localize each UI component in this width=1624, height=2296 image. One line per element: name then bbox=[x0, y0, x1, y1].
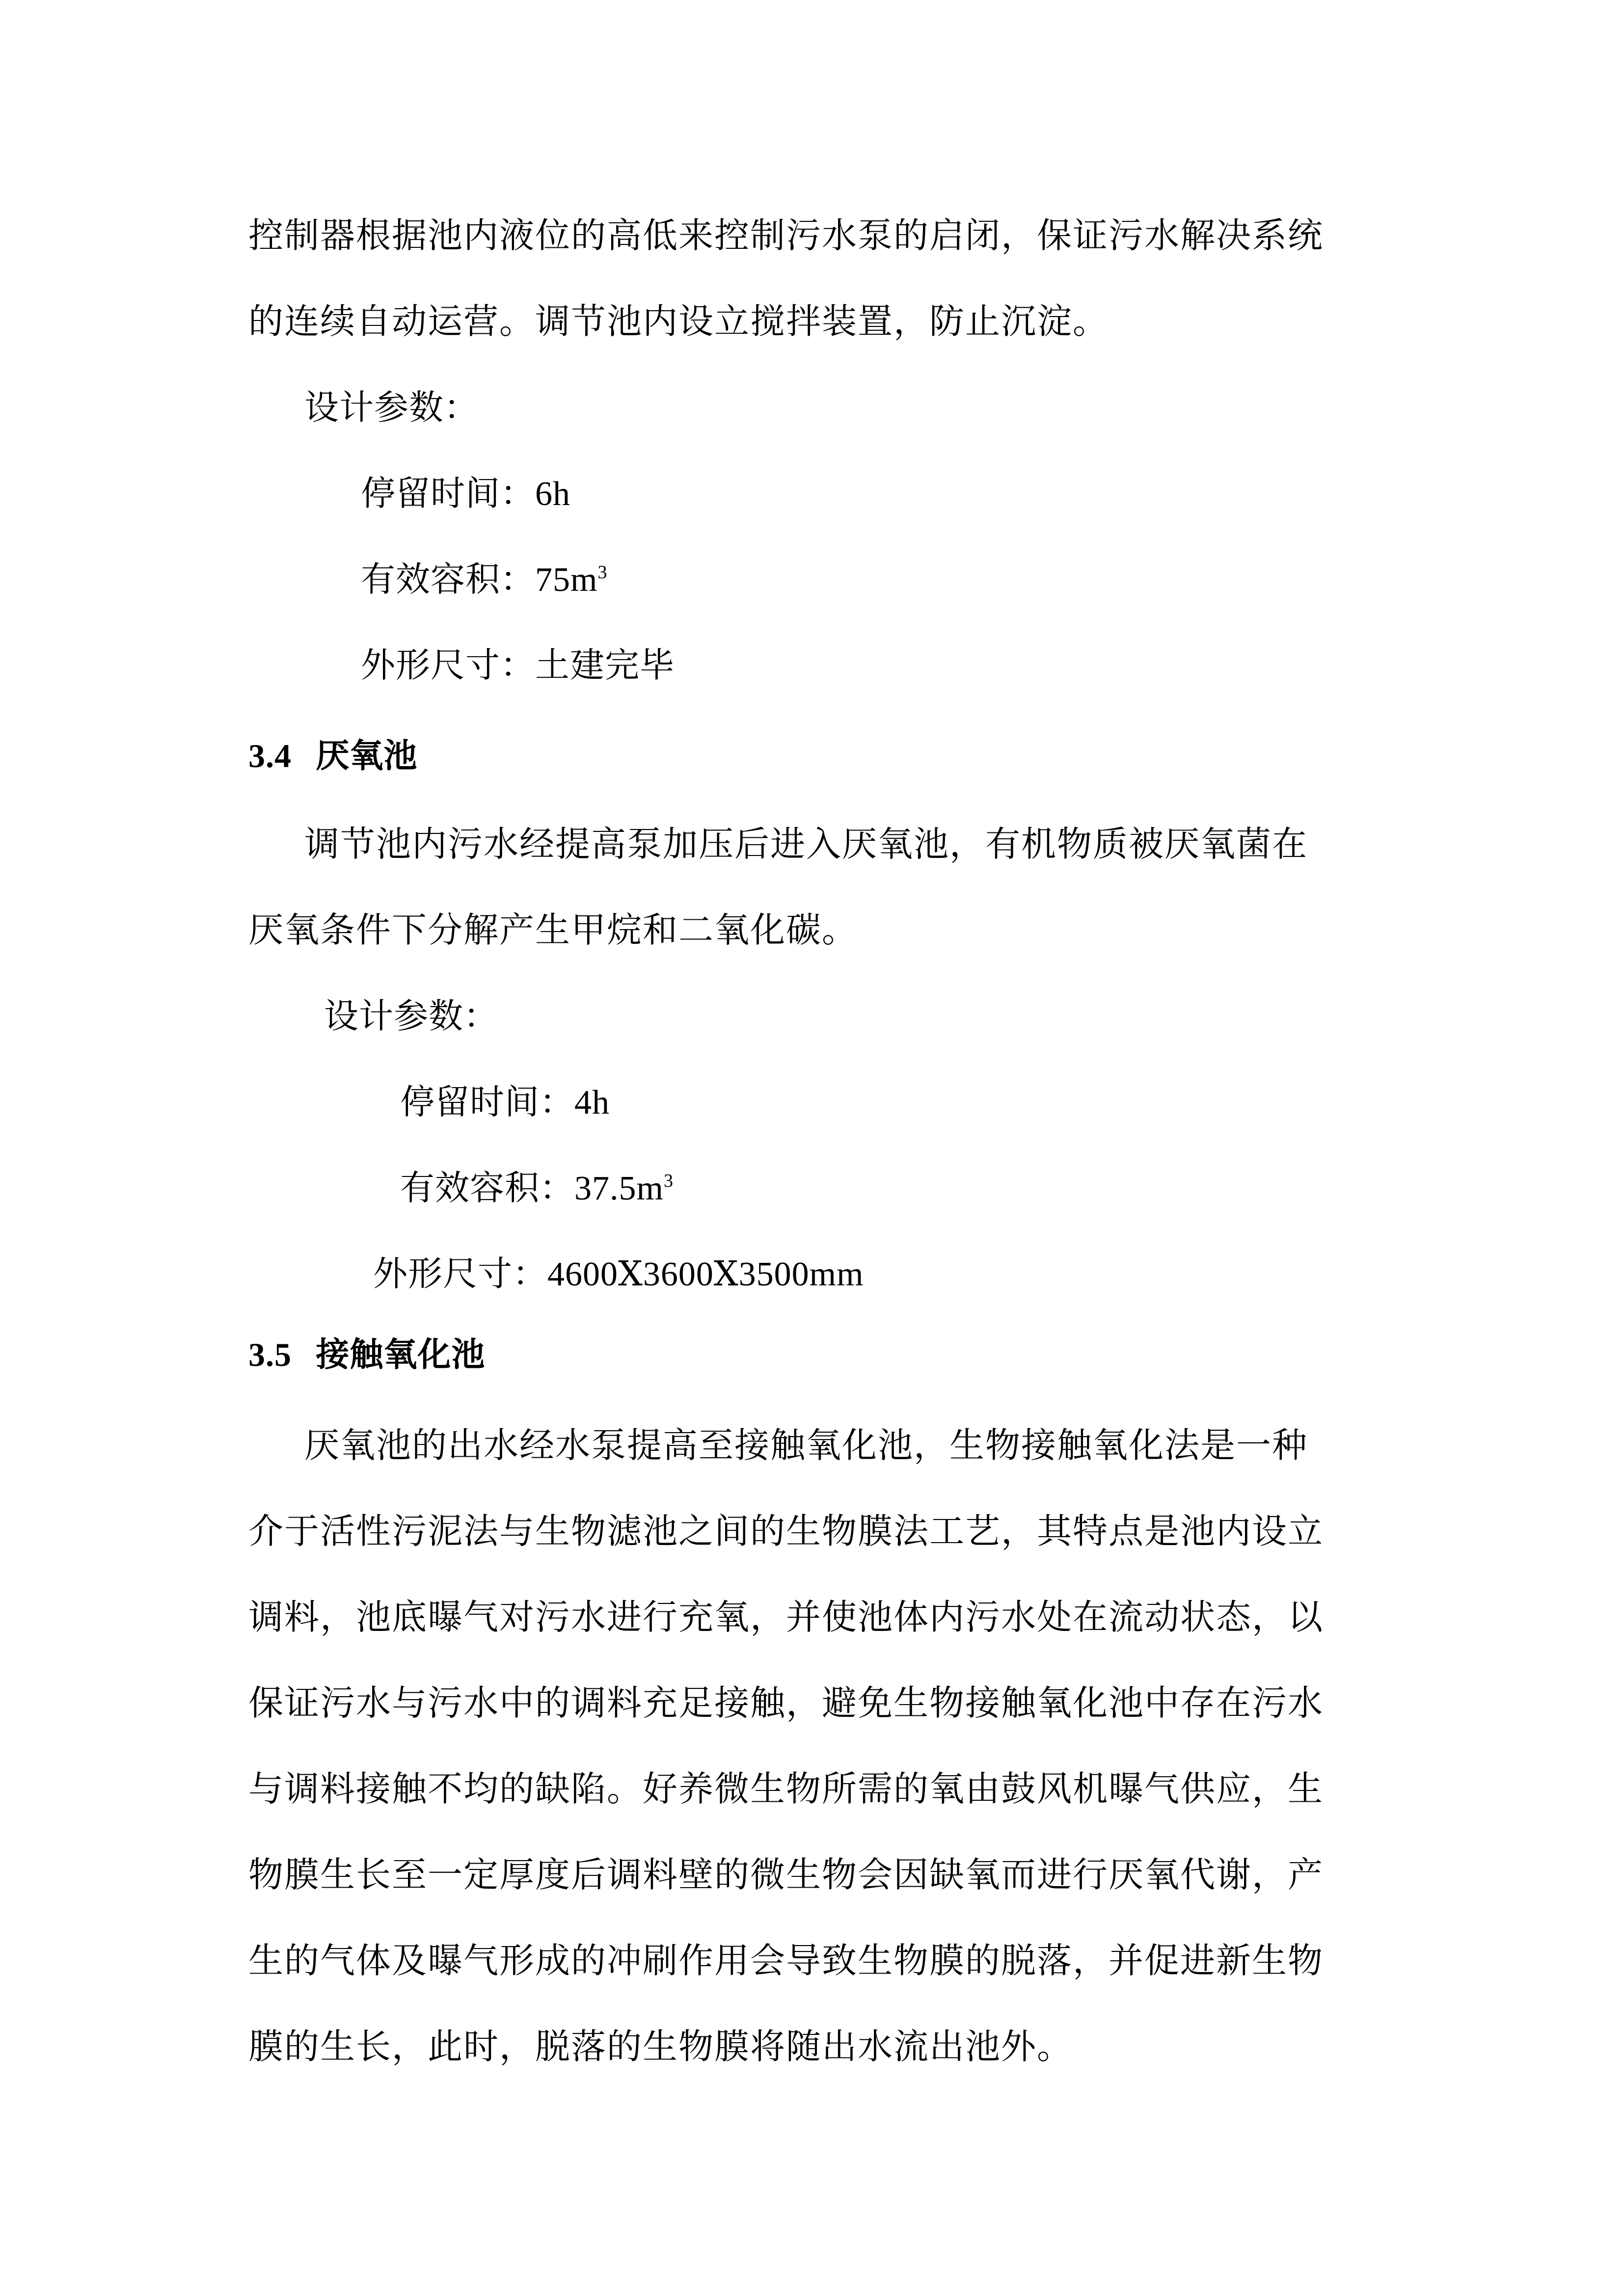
section-3-5-paragraph-line-4: 保证污水与污水中的调料充足接触，避免生物接触氧化池中存在污水 bbox=[248, 1682, 1324, 1723]
section-3-5-number: 3.5 bbox=[248, 1336, 292, 1373]
section-3-5-paragraph-line-6: 物膜生长至一定厚度后调料壁的微生物会因缺氧而进行厌氧代谢，产 bbox=[248, 1854, 1324, 1895]
section-3-5-paragraph-line-2: 介于活性污泥法与生物滤池之间的生物膜法工艺，其特点是池内设立 bbox=[248, 1511, 1324, 1551]
section-3-5-paragraph-line-5: 与调料接触不均的缺陷。好养微生物所需的氧由鼓风机曝气供应，生 bbox=[248, 1768, 1324, 1809]
section-3-4-heading bbox=[248, 731, 417, 780]
size-label: 外形尺寸： bbox=[373, 1254, 547, 1294]
section-3-5-paragraph-line-3: 调料，池底曝气对污水进行充氧，并使池体内污水处在流动状态，以 bbox=[248, 1597, 1324, 1637]
section-3-4-title: 厌氧池 bbox=[316, 736, 418, 775]
volume-value: 75m bbox=[535, 561, 598, 599]
section-3-4-external-size bbox=[373, 1249, 864, 1299]
size-value: 土建完毕 bbox=[535, 645, 675, 685]
section-3-4-params-label: 设计参数： bbox=[324, 996, 498, 1036]
volume-label: 有效容积： bbox=[361, 559, 535, 599]
section-3-4-paragraph-line-2: 厌氧条件下分解产生甲烷和二氧化碳。 bbox=[248, 909, 858, 950]
section-3-5-paragraph-line-7: 生的气体及曝气形成的冲刷作用会导致生物膜的脱落，并促进新生物 bbox=[248, 1940, 1324, 1981]
section-3-5-paragraph-line-1: 厌氧池的出水经水泵提高至接触氧化池，生物接触氧化法是一种 bbox=[304, 1425, 1308, 1466]
retention-value: 6h bbox=[535, 475, 570, 513]
intro-params-label: 设计参数： bbox=[304, 387, 479, 427]
retention-label: 停留时间： bbox=[361, 473, 535, 513]
intro-paragraph-line-1: 控制器根据池内液位的高低来控制污水泵的启闭，保证污水解决系统 bbox=[248, 215, 1324, 256]
size-label: 外形尺寸： bbox=[361, 645, 535, 685]
intro-external-size bbox=[361, 641, 675, 690]
volume-value: 37.5m bbox=[574, 1170, 664, 1207]
retention-value: 4h bbox=[574, 1084, 610, 1121]
section-3-4-retention-time bbox=[400, 1077, 610, 1127]
section-3-5-paragraph-line-8: 膜的生长，此时，脱落的生物膜将随出水流出池外。 bbox=[248, 2026, 1073, 2067]
volume-label: 有效容积： bbox=[400, 1168, 574, 1208]
intro-retention-time bbox=[361, 469, 570, 519]
section-3-4-effective-volume bbox=[400, 1163, 674, 1213]
size-value: 4600Ⅹ3600Ⅹ3500mm bbox=[547, 1255, 864, 1293]
retention-label: 停留时间： bbox=[400, 1082, 574, 1122]
section-3-4-paragraph-line-1: 调节池内污水经提高泵加压后进入厌氧池，有机物质被厌氧菌在 bbox=[304, 824, 1308, 864]
section-3-5-heading bbox=[248, 1330, 485, 1379]
volume-exponent: 3 bbox=[597, 562, 608, 583]
volume-exponent: 3 bbox=[663, 1171, 674, 1191]
intro-effective-volume bbox=[361, 555, 607, 605]
intro-paragraph-line-2: 的连续自动运营。调节池内设立搅拌装置，防止沉淀。 bbox=[248, 301, 1109, 342]
section-3-4-number: 3.4 bbox=[248, 737, 292, 774]
section-3-5-title: 接触氧化池 bbox=[316, 1335, 486, 1374]
